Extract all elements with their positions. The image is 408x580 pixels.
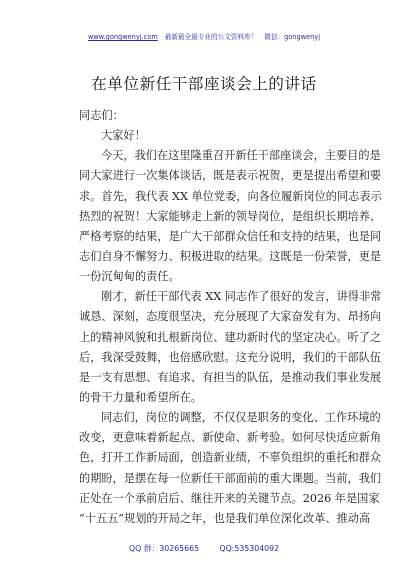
body-line: 今天，我们在这里隆重召开新任干部座谈会，主要目的是 [101,149,381,163]
wechat-id: 微信：gongwenyj [264,33,321,41]
body-line: 同大家进行一次集体谈话，既是表示祝贺，更是提出希望和要 [79,169,382,183]
page-footer [0,544,408,554]
site-link[interactable]: www.gongwenyj.com [87,33,158,41]
body-line: 严格考察的结果，是广大干部群众信任和支持的结果，也是同 [79,229,382,243]
body-line: 热烈的祝贺！大家能够走上新的领导岗位，是组织长期培养、 [79,209,382,223]
document-title: 在单位新任干部座谈会上的讲话 [91,75,317,93]
body-line: 刚才，新任干部代表 XX 同志作了很好的发言，讲得非常 [101,290,382,304]
body-line: 是一支有思想、有追求、有担当的队伍，是推动我们事业发展 [79,370,382,384]
body-line: 同志们，岗位的调整，不仅仅是职务的变化、工作环境的 [101,411,381,425]
page-header [0,33,408,41]
body-line: 正处在一个承前启后、继往开来的关键节点。2026 年是国家 [79,491,380,505]
body-line: “十五五”规划的开局之年，也是我们单位深化改革、推动高 [79,511,371,525]
body-line: 后，我深受鼓舞，也倍感欣慰。这充分说明，我们的干部队伍 [79,350,382,364]
qq-number: QQ:535304092 [219,544,280,553]
site-slogan: 最新最全最专业的公文资料库！ [164,33,258,41]
body-line: 的骨干力量和希望所在。 [79,390,203,404]
body-line: 大家好！ [101,129,146,143]
body-line: 志们自身不懈努力、积极进取的结果。这既是一份荣誉，更是 [79,249,382,263]
qq-group: QQ 群：30265665 [128,544,199,553]
body-line: 一份沉甸甸的责任。 [79,270,180,284]
body-line: 求。首先，我代表 XX 单位党委，向各位履新岗位的同志表示 [79,189,382,203]
body-line: 同志们： [79,109,124,122]
body-line: 改变，更意味着新起点、新使命、新考验。如何尽快适应新角 [79,431,382,445]
document-body [79,106,382,529]
body-line: 诚恳、深刻，态度很坚决，充分展现了大家奋发有为、昂扬向 [79,310,382,324]
body-line: 上的精神风貌和扎根新岗位、建功新时代的坚定决心。听了之 [79,330,382,344]
body-line: 色，打开工作新局面，创造新业绩，不辜负组织的重托和群众 [79,451,382,465]
body-line: 的期盼，是摆在每一位新任干部面前的重大课题。当前，我们 [79,471,382,485]
